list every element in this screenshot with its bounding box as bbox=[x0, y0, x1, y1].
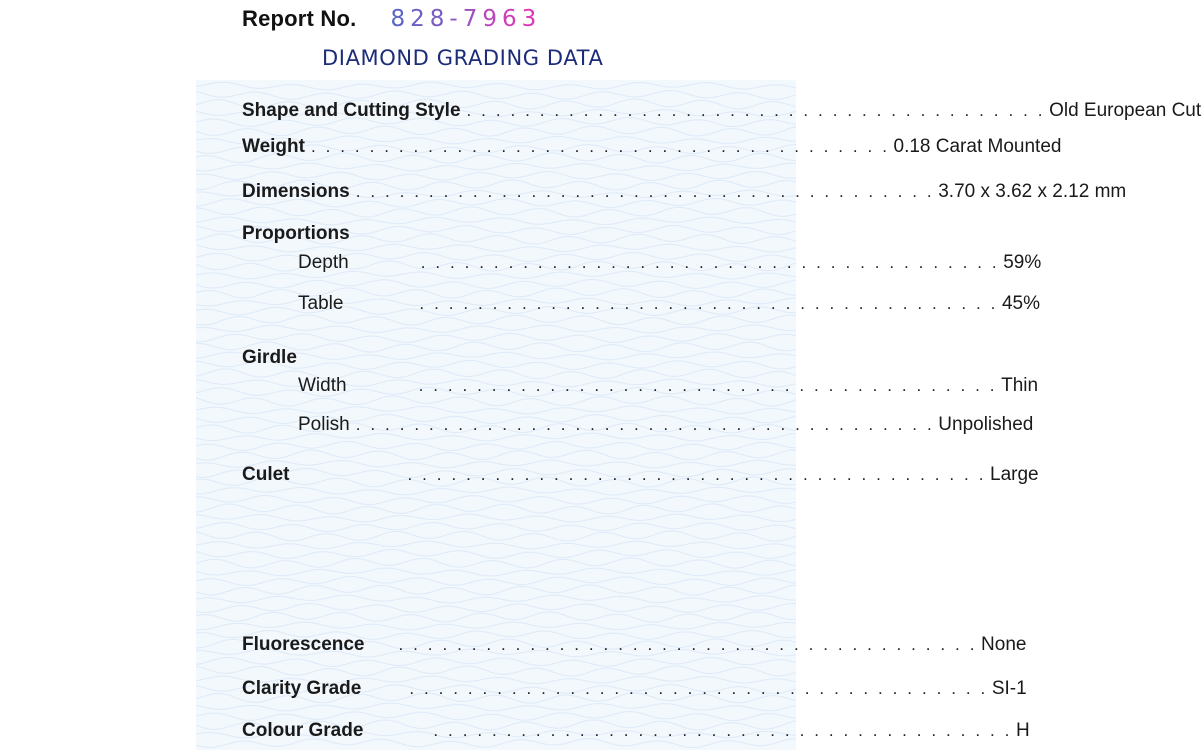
report-number-digit: 3 bbox=[521, 6, 542, 32]
leader-dots: . . . . . . . . . . . . . . . . . . . . . . . . . . . . . . . . . . . . . . . . bbox=[418, 376, 998, 395]
girdle-polish-value: Unpolished bbox=[938, 414, 1034, 435]
clarity-value: SI-1 bbox=[991, 678, 1027, 699]
shape-label: Shape and Cutting Style bbox=[242, 100, 461, 121]
row-weight bbox=[242, 132, 1062, 158]
girdle-width-value: Thin bbox=[1001, 375, 1039, 396]
report-number-value bbox=[390, 6, 541, 32]
row-table bbox=[242, 289, 1040, 315]
row-girdle-polish bbox=[242, 410, 1034, 436]
leader-dots: . . . . . . . . . . . . . . . . . . . . . . . . . . . . . . . . . . . . . . . . bbox=[420, 253, 1000, 272]
report-number-digit: 8 bbox=[390, 6, 411, 32]
report-number-digit: 9 bbox=[482, 6, 502, 32]
row-clarity bbox=[242, 674, 1027, 700]
culet-value: Large bbox=[990, 464, 1039, 485]
report-number-label: Report No. bbox=[242, 6, 357, 31]
dimensions-value: 3.70 x 3.62 x 2.12 mm bbox=[938, 181, 1127, 202]
girdle-width-label: Width bbox=[298, 375, 347, 396]
table-label: Table bbox=[298, 293, 344, 314]
dimensions-label: Dimensions bbox=[242, 181, 350, 202]
report-number-digit: 8 bbox=[429, 6, 450, 32]
row-depth bbox=[242, 248, 1042, 274]
culet-label: Culet bbox=[242, 464, 290, 485]
proportions-heading: Proportions bbox=[242, 223, 350, 244]
colour-label: Colour Grade bbox=[242, 720, 364, 741]
row-culet bbox=[242, 460, 1039, 486]
clarity-label: Clarity Grade bbox=[242, 678, 362, 699]
leader-dots: . . . . . . . . . . . . . . . . . . . . . . . . . . . . . . . . . . . . . . . . bbox=[398, 635, 978, 654]
girdle-polish-label: Polish bbox=[298, 414, 350, 435]
row-colour bbox=[242, 716, 1030, 742]
row-fluorescence bbox=[242, 630, 1027, 656]
leader-dots: . . . . . . . . . . . . . . . . . . . . . . . . . . . . . . . . . . . . . . . . bbox=[466, 101, 1046, 120]
grading-data-table bbox=[242, 90, 1201, 750]
row-dimensions bbox=[242, 177, 1127, 203]
weight-label: Weight bbox=[242, 136, 305, 157]
shape-value: Old European Cut bbox=[1049, 100, 1201, 121]
pattern-wave-line bbox=[196, 82, 796, 90]
depth-label: Depth bbox=[298, 252, 349, 273]
leader-dots: . . . . . . . . . . . . . . . . . . . . . . . . . . . . . . . . . . . . . . . . bbox=[433, 721, 1012, 740]
leader-dots: . . . . . . . . . . . . . . . . . . . . . . . . . . . . . . . . . . . . . . . . bbox=[407, 465, 987, 484]
fluorescence-value: None bbox=[981, 634, 1027, 655]
report-number-digit: - bbox=[449, 6, 463, 32]
document-title: DIAMOND GRADING DATA bbox=[322, 46, 604, 70]
row-shape bbox=[242, 96, 1201, 122]
report-number-digit: 6 bbox=[501, 6, 522, 32]
leader-dots: . . . . . . . . . . . . . . . . . . . . . . . . . . . . . . . . . . . . . . . . bbox=[419, 294, 998, 313]
girdle-heading: Girdle bbox=[242, 347, 297, 368]
row-girdle-width bbox=[242, 371, 1039, 397]
report-number-digit: 7 bbox=[462, 6, 483, 32]
depth-value: 59% bbox=[1003, 252, 1042, 273]
colour-value: H bbox=[1015, 720, 1030, 741]
report-header bbox=[242, 6, 541, 32]
leader-dots: . . . . . . . . . . . . . . . . . . . . . . . . . . . . . . . . . . . . . . . . bbox=[310, 137, 890, 156]
leader-dots: . . . . . . . . . . . . . . . . . . . . . . . . . . . . . . . . . . . . . . . . bbox=[355, 415, 935, 434]
leader-dots: . . . . . . . . . . . . . . . . . . . . . . . . . . . . . . . . . . . . . . . . bbox=[355, 182, 935, 201]
report-number-digit: 2 bbox=[410, 6, 430, 32]
weight-value: 0.18 Carat Mounted bbox=[893, 136, 1062, 157]
fluorescence-label: Fluorescence bbox=[242, 634, 365, 655]
table-value: 45% bbox=[1001, 293, 1040, 314]
leader-dots: . . . . . . . . . . . . . . . . . . . . . . . . . . . . . . . . . . . . . . . . bbox=[409, 679, 988, 698]
